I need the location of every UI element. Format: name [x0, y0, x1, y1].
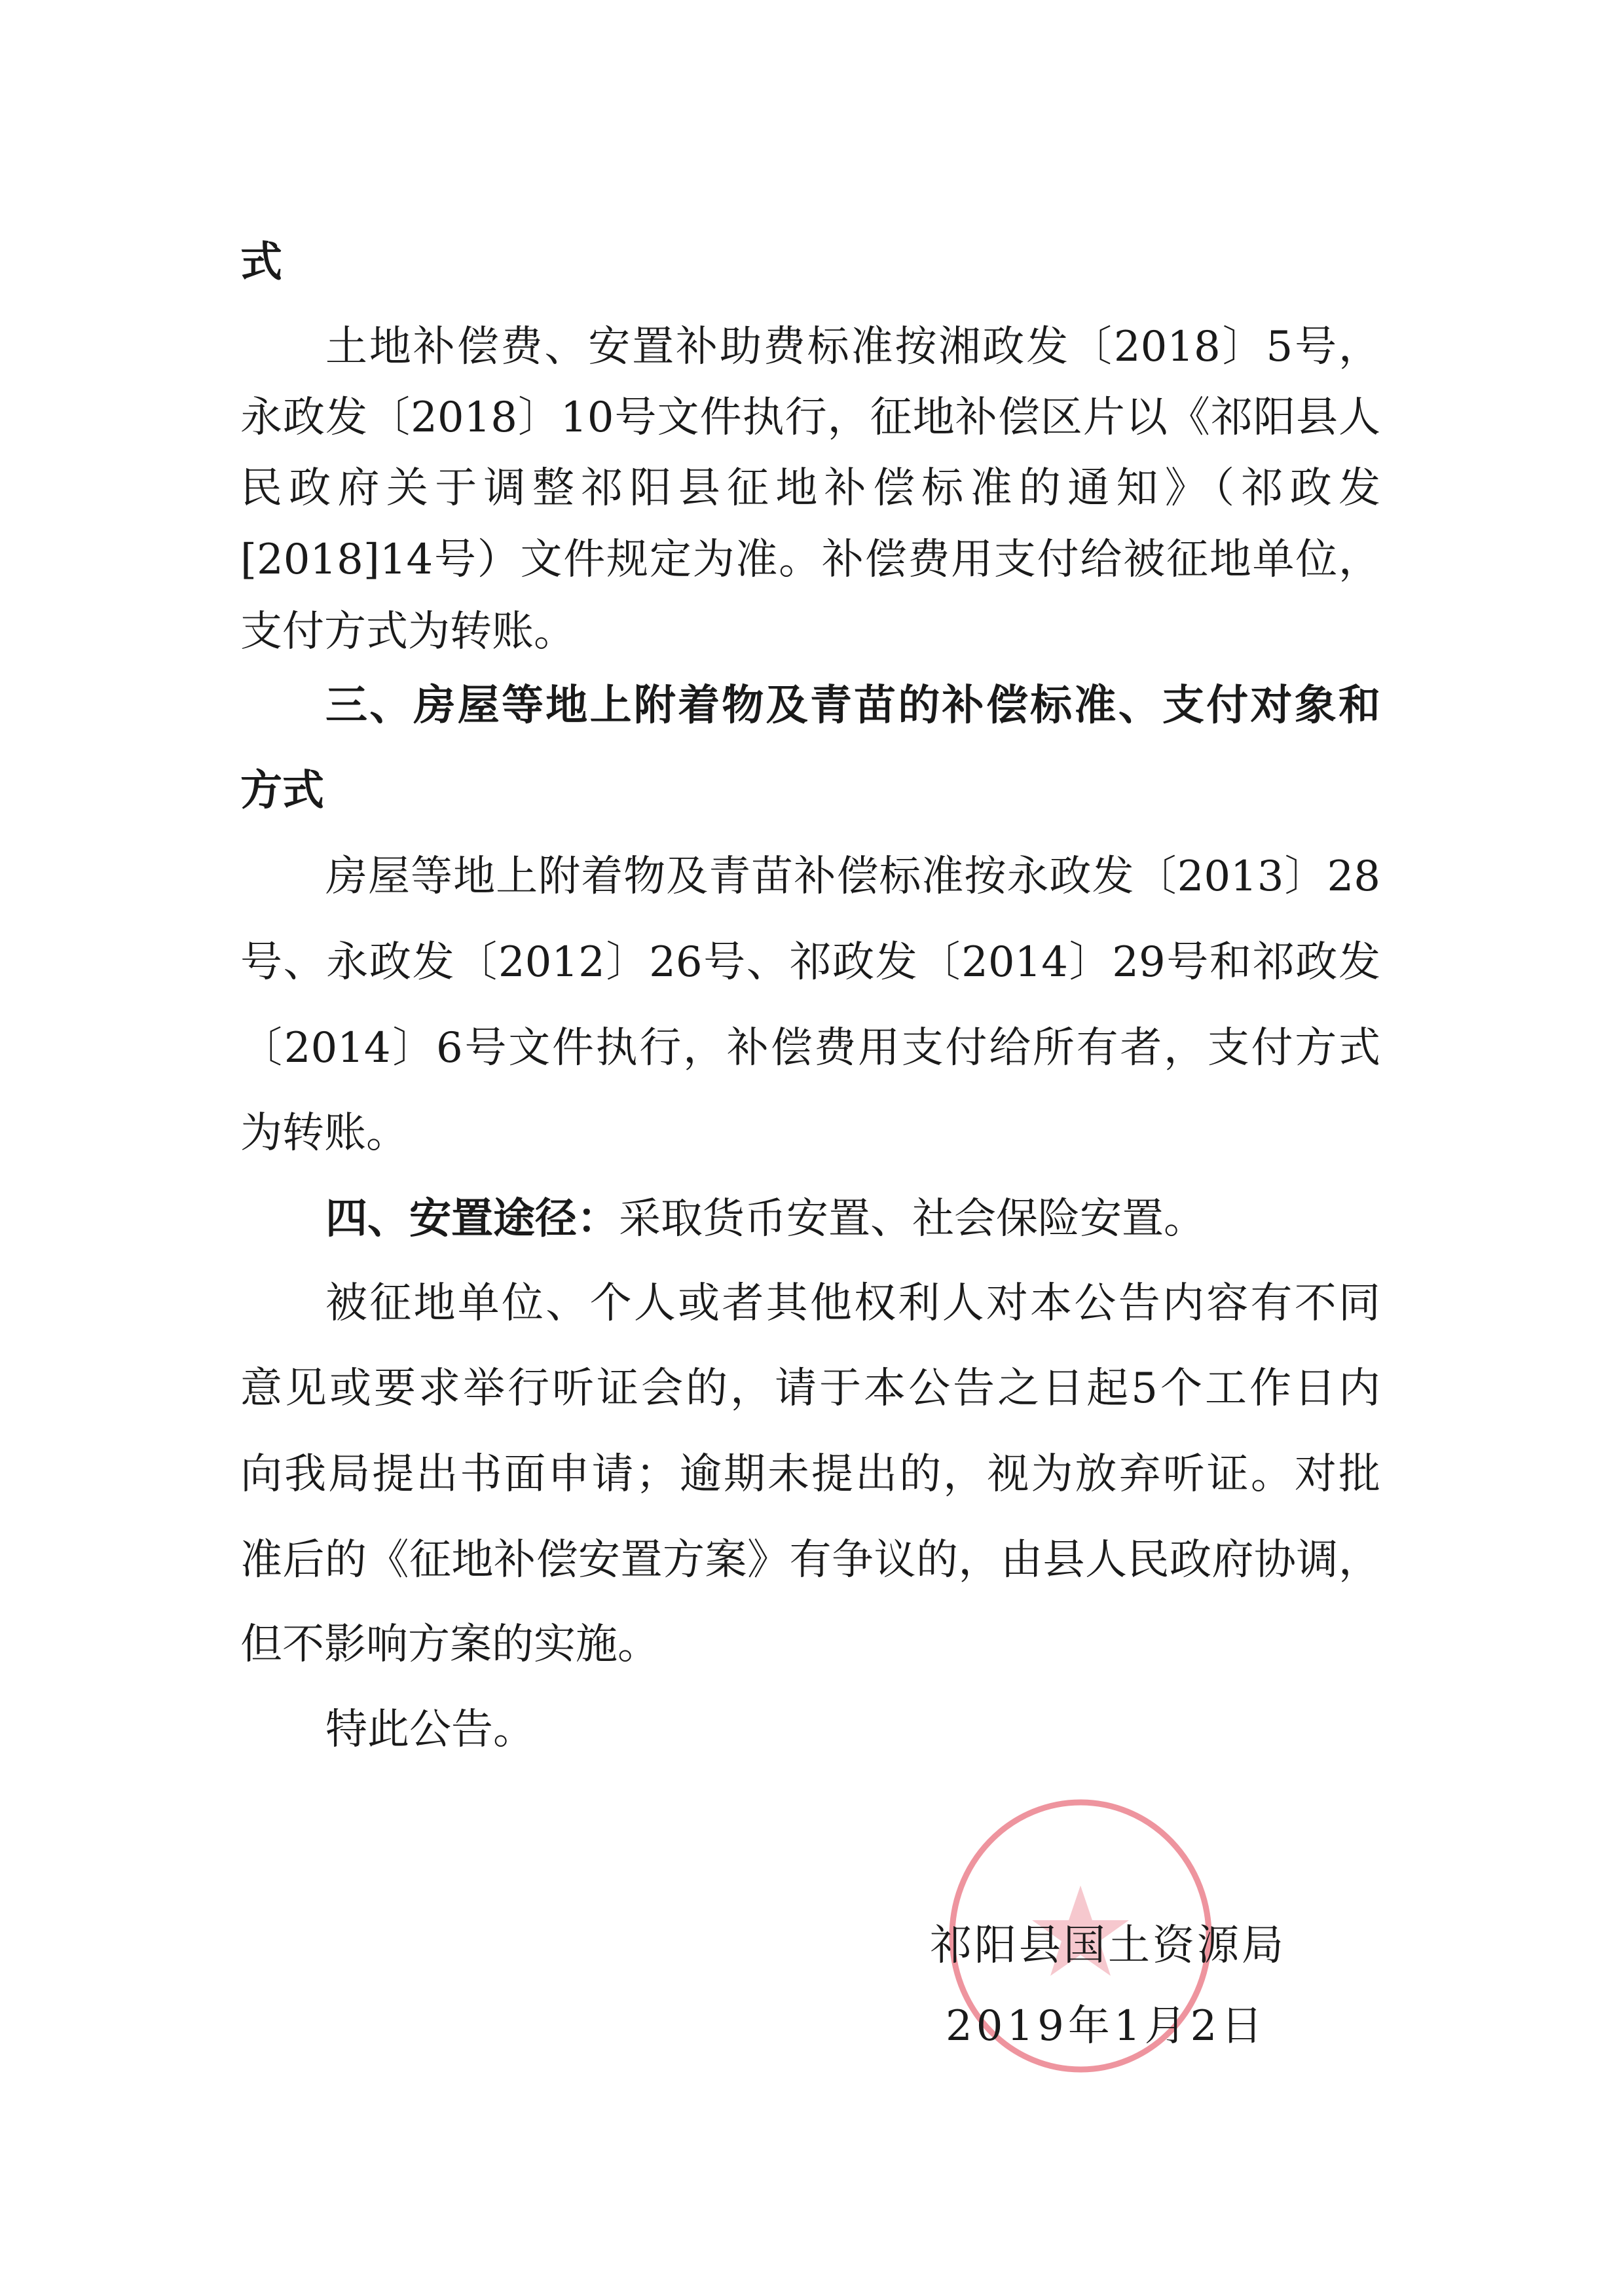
section-heading-4 [325, 1193, 1380, 1245]
closing-line: 特此公告。 [325, 1705, 535, 1754]
paragraph-line: 被征地单位、个人或者其他权利人对本公告内容有不同 [325, 1279, 1380, 1328]
paragraph-line: 向我局提出书面申请；逾期未提出的，视为放弃听证。对批 [240, 1450, 1380, 1499]
section-heading-4-text: 采取货币安置、社会保险安置。 [619, 1195, 1206, 1243]
paragraph-line: 支付方式为转账。 [240, 608, 576, 656]
paragraph-line: 〔2014〕6号文件执行，补偿费用支付给所有者，支付方式 [240, 1024, 1380, 1072]
paragraph-line: 土地补偿费、安置补助费标准按湘政发〔2018〕5号， [325, 323, 1380, 371]
section-heading-4-label: 四、安置途径： [325, 1195, 619, 1243]
section-heading-3: 三、房屋等地上附着物及青苗的补偿标准、支付对象和 [325, 682, 1380, 730]
paragraph-line: 永政发〔2018〕10号文件执行，征地补偿区片以《祁阳县人 [240, 393, 1380, 442]
issue-date: 2019年1月2日 [946, 2002, 1267, 2050]
paragraph-line: 民政府关于调整祁阳县征地补偿标准的通知》（祁政发 [240, 464, 1380, 513]
paragraph-line: [2018]14号）文件规定为准。补偿费用支付给被征地单位， [240, 536, 1380, 584]
section-heading-3-continuation: 方式 [240, 767, 324, 815]
paragraph-line: 为转账。 [240, 1109, 408, 1157]
paragraph-line: 准后的《征地补偿安置方案》有争议的，由县人民政府协调， [240, 1536, 1380, 1584]
paragraph-line: 意见或要求举行听证会的，请于本公告之日起5个工作日内 [240, 1364, 1380, 1413]
issuer-name: 祁阳县国土资源局 [930, 1922, 1286, 1970]
paragraph-line: 但不影响方案的实施。 [240, 1620, 659, 1669]
paragraph-line: 号、永政发〔2012〕26号、祁政发〔2014〕29号和祁政发 [240, 938, 1380, 987]
paragraph-line: 房屋等地上附着物及青苗补偿标准按永政发〔2013〕28 [325, 852, 1380, 901]
section-heading-continuation: 式 [240, 238, 282, 287]
